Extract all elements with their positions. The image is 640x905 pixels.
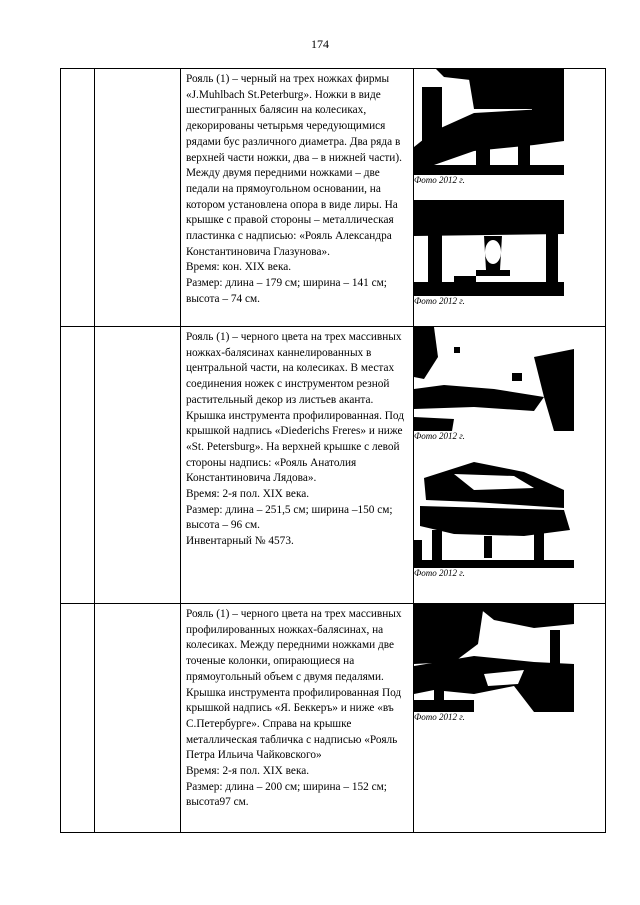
table-row	[61, 69, 606, 327]
size-text: Размер: длина – 251,5 см; ширина –150 см; высота – 96 см.	[186, 503, 393, 532]
description-cell	[181, 604, 414, 833]
description-text: Рояль (1) – черного цвета на трех массивных профилированных ножках-балясинах, на колесиках. Между передними ножками две точеные колонки, опирающиеся на прямоугольный объем с двумя педалями. Крышка инструмента профилированная Под крышкой надпись «Я. Беккеръ» и ниже «въ С.Петербурге». Справа на крышке металлическая табличка с надписью «Рояль Петра Ильича Чайковского»	[186, 608, 402, 762]
date-text: Время: 2-я пол. XIX века.	[186, 765, 310, 778]
name-cell	[95, 604, 181, 833]
name-cell	[95, 327, 181, 604]
photo-cell	[414, 69, 606, 327]
date-text: Время: 2-я пол. XIX века.	[186, 488, 310, 501]
photo-caption: Фото 2012 г.	[414, 175, 465, 185]
piano-photo	[414, 456, 574, 568]
table-row	[61, 604, 606, 833]
photo-cell	[414, 604, 606, 833]
photo-caption: Фото 2012 г.	[414, 296, 465, 306]
table-row	[61, 327, 606, 604]
page-number: 174	[311, 37, 329, 51]
photo-caption: Фото 2012 г.	[414, 712, 465, 722]
photo-caption: Фото 2012 г.	[414, 431, 465, 441]
description-text: Рояль (1) – черный на трех ножках фирмы «J.Muhlbach St.Peterburg». Ножки в виде шестигранных балясин на колесиках, декорированы четырьмя чередующимися рядами бус различного диаметра. Два ряда в верхней части ножки, два – в нижней части). Между двумя передними ножками – две педали на прямоугольном основании, на котором установлена опора в виде лиры. На крышке с правой стороны – металлическая пластинка с надписью: «Рояль Александра Константиновича Глазунова».	[186, 73, 402, 258]
piano-photo	[414, 604, 574, 712]
catalog-table	[60, 68, 606, 833]
number-cell	[61, 69, 95, 327]
piano-photo	[414, 327, 574, 431]
description-cell	[181, 327, 414, 604]
piano-photo	[414, 190, 564, 296]
name-cell	[95, 69, 181, 327]
photo-caption: Фото 2012 г.	[414, 568, 465, 578]
inventory-number: Инвентарный № 4573.	[186, 535, 294, 548]
number-cell	[61, 604, 95, 833]
photo-cell	[414, 327, 606, 604]
size-text: Размер: длина – 200 см; ширина – 152 см; высота97 см.	[186, 780, 387, 809]
description-text: Рояль (1) – черного цвета на трех массивных ножках-балясинах каннелированных в центральной части, на колесиках. В местах соединения ножек с инструментом резной растительный декор из листьев аканта. Крышка инструмента профилированная. Под крышкой надпись «Diederichs Freres» и ниже «St. Petersburg». На верхней крышке с левой стороны надпись: «Рояль Анатолия Константиновича Лядова».	[186, 331, 404, 485]
number-cell	[61, 327, 95, 604]
description-cell	[181, 69, 414, 327]
piano-photo	[414, 69, 564, 175]
size-text: Размер: длина – 179 см; ширина – 141 см; высота – 74 см.	[186, 277, 387, 305]
date-text: Время: кон. XIX века.	[186, 261, 292, 274]
